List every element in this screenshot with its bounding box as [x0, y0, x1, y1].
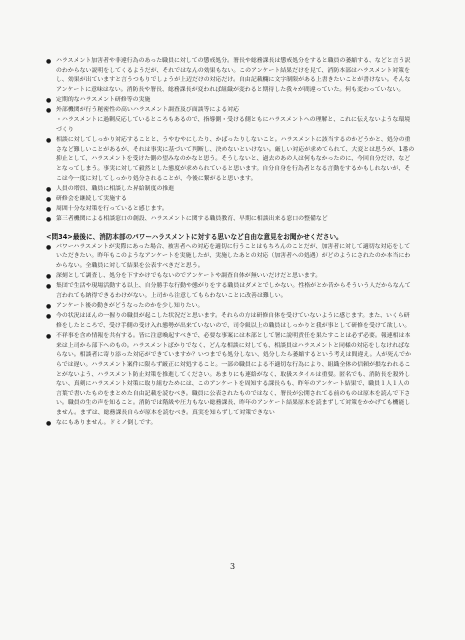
answer-list-section2 [46, 243, 415, 429]
list-item [46, 215, 415, 225]
list-item [46, 116, 415, 135]
list-item-text: 第三者機関による相談窓口の創設、ハラスメントに関する職員教育、早期に相談出来る窓口の整備など [56, 216, 328, 223]
list-item-text: ハラスメント加害者や非違行為のあった職員に対しての懲戒処分。署長や総務課長は懲戒処分をすると職員の萎縮する、などと言う訳のわからない説明をしてくるようだが、それではなんの効果もない。このアンケート結果だけを見て、消防本部はハラスメント対策をし、効果が出ていますと言うつもりでしょうが上辺だけの対応だけ。自由記載欄に文字制限がある上書きたいことが書けない。そんなアンケートに意味はない。消防長や署長、総務課長が変われば組織が変わると期待した我々が間違っていた。何も変わっていない。 [56, 58, 411, 93]
page-number: 3 [229, 562, 236, 571]
list-item [46, 195, 415, 205]
list-item [46, 57, 415, 95]
list-item [46, 96, 415, 106]
bullet-icon [46, 419, 56, 429]
bullet-icon [46, 272, 56, 282]
list-item-text: アンケート後の動きがどうなったのかを少し知りたい。 [56, 303, 204, 310]
bullet-icon [46, 215, 56, 225]
list-item-text: 深刻として調査し、処分を下すかけでもないのでアンケートや調査自体が無いいだけだと思います。 [56, 273, 322, 280]
bullet-icon [46, 282, 56, 292]
list-item-text: 今の状況はほんの一握りの職員が起こした状況だと思います。それらの方は研修自体を受けていないように感じます。また、いくら研修をしたところで、受け手側の受け入れ態勢が出来ていないので、司令級以上の職員はしっかりと我が事として研修を受けて欲しい。 [56, 313, 411, 329]
list-item-text: パワーハラスメントが実際にあった場合、被害者への対応を適切に行うことはもちろんのことだが、加害者に対して適切な対応をしていただきたい。昨年もこのようなアンケートを実施したが、実施したあとの対応（加害者への処遇）がどのようにされたのか本当にわからない。全職員に対して結果を公表すべきだと思う。 [56, 243, 411, 270]
list-item [46, 272, 415, 282]
list-item-text: 集団で生活や現場活動する以上、自分勝手な行動や態がりをする職員はダメとでしかない。性格がとか昔からそういう人だからなんて言われても納得できるわけがない。上司から注意してもらわないことに改善は難しい。 [56, 283, 411, 299]
list-item [46, 106, 415, 116]
bullet-icon [46, 185, 56, 195]
question-heading: <問34>最後に、消防本部のパワーハラスメントに対する思いなど自由な意見をお聞かせください。 [46, 232, 343, 241]
bullet-icon [46, 312, 56, 322]
bullet-icon [46, 106, 56, 116]
list-item-text: 外部機関が行う秘密性の高いハラスメント調査及び面談等による対応 [56, 107, 240, 114]
list-item [46, 419, 415, 429]
list-item [46, 185, 415, 195]
bullet-icon [46, 136, 56, 146]
list-item [46, 282, 415, 301]
bullet-icon [46, 205, 56, 215]
list-item-text: 周囲十分な対策を行っていると感じます。 [56, 206, 168, 213]
bullet-icon [46, 57, 56, 67]
list-item [46, 243, 415, 272]
list-item-text: なにもありません。ドミノ倒しです。 [56, 420, 157, 427]
bullet-icon [46, 243, 56, 253]
bullet-icon [46, 332, 56, 342]
list-item-text: 相談に対してしっかり対応することと、うやむやにしたり、かばったりしないこと。ハラスメントに該当するのかどうかと、処分の重さなど難しいことがあるが、それは事実に基づいて判断し、決めないといけない。厳しい対応が求めてられて、大変とは思うが、1番の抑止として、ハラスメントを受けた側の望みなのかなと思う。そうしないと、過去のあの人は何もなかったのに、今回自分だけ、などとなってしまう。事実に対して毅然とした態度が求められていると思います。自分自身を行為者となる言動をするかもしれないが、そこは今一度に対してしっかり処分されることが、今後に繋がると思います。 [56, 137, 415, 182]
list-item-text: 人員の増員、職員に相談した昇給制度の推進 [56, 185, 175, 192]
list-item-text: 不祥事を含め情報を共有する。皆に注意喚起すべきで、必要な事案には本部として署に説明責任を果たすことは必ず必要。報連相は本来は上司から部下へのもの。ハラスメントばかりでなく、どんな相談に対しても、相談員はハラスメントと同様の対応をしなければならない。相談者に寄り添った対応ができていますか？いつまでも処分しない、処分したら萎縮するという考えは間違え。人が死んでからでは遅い。ハラスメント案件に限らず厳正に対処すること。一部の職員による不適切な行為により、組織全体の信頼が損なわれることがないよう、ハラスメント防止対策を推進してください。あまりにも連絡がなく、取扱スタイルは重要。匿名でも、消防長を殺外しない、真剣にハラスメント対策に取り組むためには、このアンケートを周知する課長らも、昨年のアンケート結果で、職員１人１人の言葉で書いたものをまとめた自由記載を読むべき。職員に公表されたものではなく、署長が公開されてる前のものは原本を読んで下さい。職員の生の声を知ること。消防では階級や圧力もない総務課長、昨年のアンケート結果原本を読まずして対策をかかげても機能しません。まずは、総務課長自らが原本を読むべき。真実を知らずして対策できない [56, 333, 411, 416]
list-item-text: ・ハラスメントに過剰反応しているところもあるので、指導側・受ける側ともにハラスメントへの理解と、これに伝えないような環境づくり [56, 117, 411, 133]
list-item [46, 302, 415, 312]
list-item [46, 205, 415, 215]
bullet-icon [46, 96, 56, 106]
list-item [46, 136, 415, 184]
bullet-icon [46, 302, 56, 312]
bullet-icon [46, 195, 56, 205]
list-item-text: 研修会を継続して実施する [56, 195, 127, 202]
answer-list-section1 [46, 57, 415, 225]
list-item-text: 定期的なハラスメント研修等の実施 [56, 96, 151, 103]
list-item [46, 332, 415, 418]
list-item [46, 312, 415, 331]
